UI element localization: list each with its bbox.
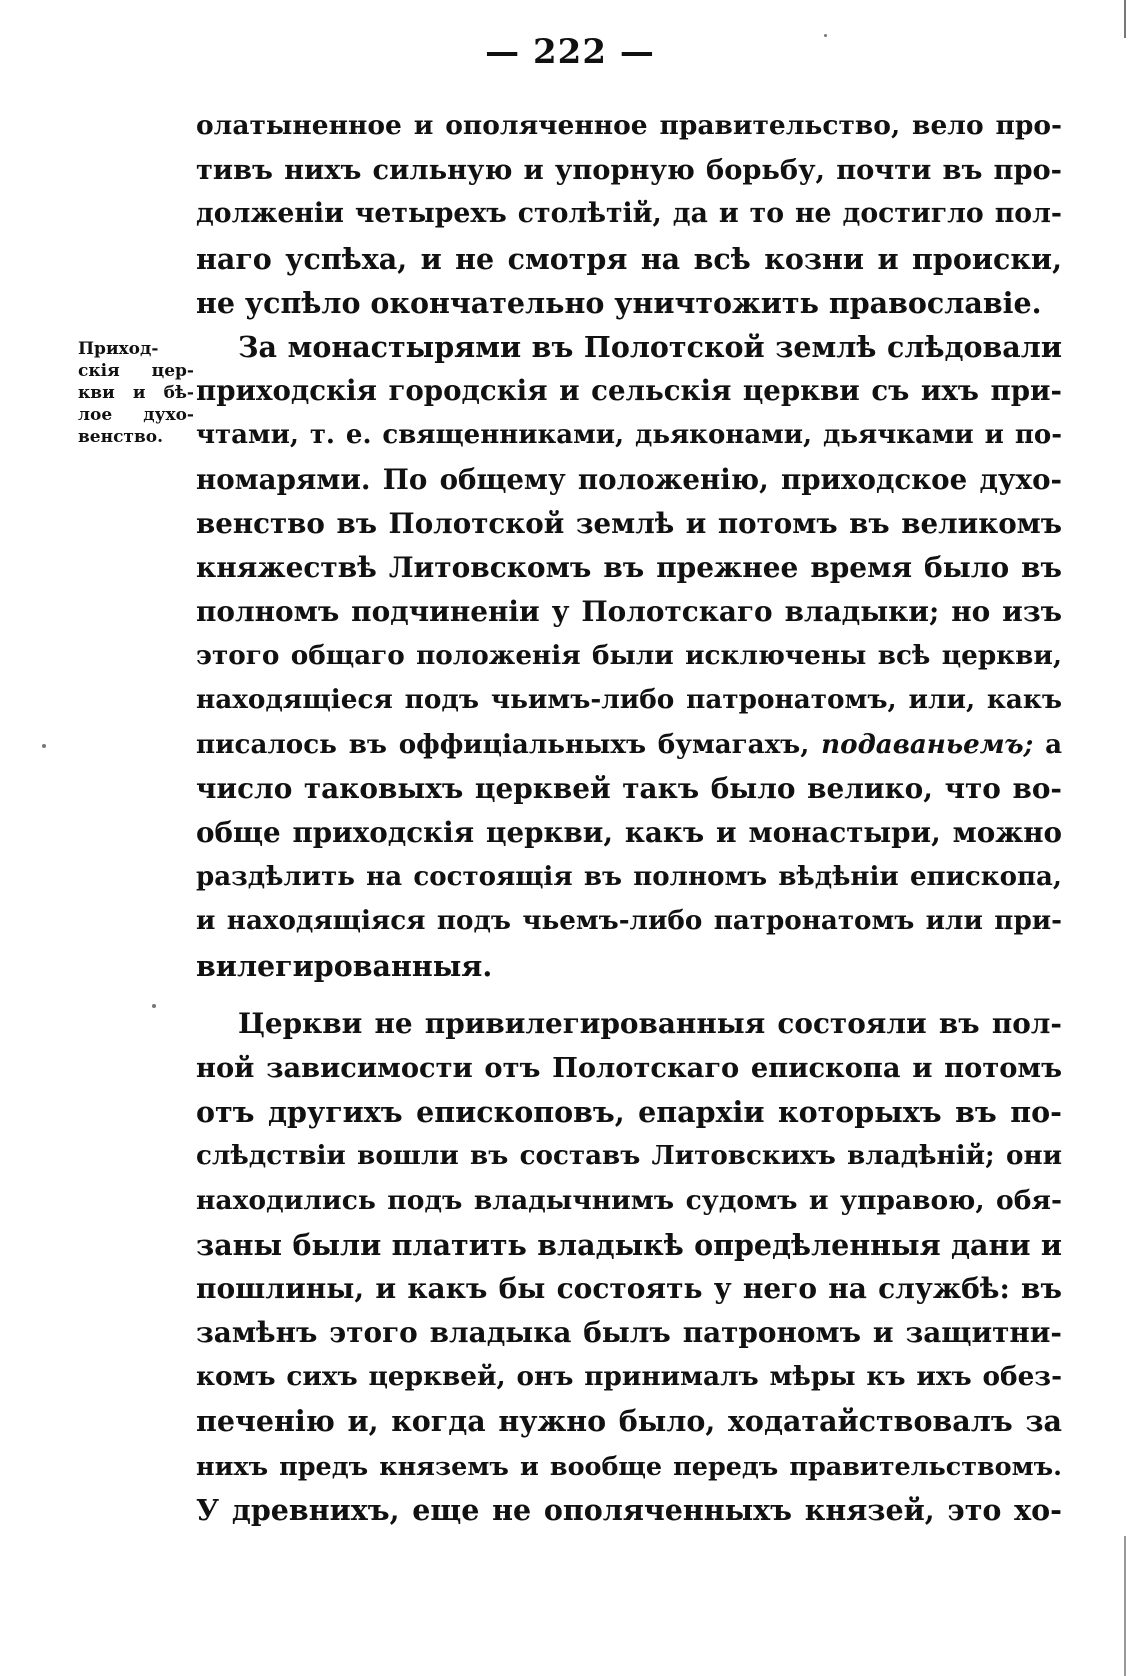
- print-speck: [152, 1004, 156, 1008]
- text-line: находились подъ владычнимъ судомъ и управою, обя-: [196, 1184, 1062, 1216]
- text-line: За монастырями въ Полотской землѣ слѣдовали: [238, 329, 1062, 364]
- text-line: ной зависимости отъ Полотскаго епископа и потомъ: [196, 1051, 1062, 1084]
- text-line: комъ сихъ церквей, онъ принималъ мѣры къ ихъ обез-: [196, 1361, 1062, 1393]
- text-line: номарями. По общему положенію, приходское духо-: [196, 462, 1062, 496]
- text-line: замѣнъ этого владыка былъ патрономъ и защитни-: [196, 1316, 1062, 1350]
- paragraph-gap: [196, 988, 1062, 1002]
- page-number: — 222 —: [485, 32, 655, 72]
- text-line: обще приходскія церкви, какъ и монастыри, можно: [196, 816, 1062, 849]
- body-text: [196, 104, 1062, 1532]
- text-line: полномъ подчиненіи у Полотскаго владыки; но изъ: [196, 595, 1062, 629]
- margin-note: [78, 338, 194, 448]
- margin-note-line: кви и бѣ-: [78, 383, 194, 403]
- text-line: не успѣло окончательно уничтожить православіе.: [196, 285, 1042, 320]
- text-line: У древнихъ, еще не ополяченныхъ князей, это хо-: [196, 1492, 1062, 1527]
- text-segment: а: [1045, 728, 1062, 760]
- text-line: чтами, т. е. священниками, дьяконами, дьячками и по-: [196, 420, 1062, 451]
- text-line: Церкви не привилегированныя состояли въ пол-: [238, 1006, 1062, 1040]
- print-speck: [42, 744, 46, 748]
- paragraph-3: [196, 1002, 1062, 1532]
- binding-edge-bottom: [1124, 1536, 1126, 1676]
- text-segment: писалось въ оффиціальныхъ бумагахъ,: [196, 728, 810, 760]
- margin-note-line: Приход-: [78, 339, 159, 359]
- text-line: тивъ нихъ сильную и упорную борьбу, почти въ про-: [196, 154, 1062, 187]
- text-line-with-emphasis: [196, 723, 1062, 767]
- text-line: слѣдствіи вошли въ составъ Литовскихъ владѣній; они: [196, 1140, 1062, 1172]
- text-line: наго успѣха, и не смотря на всѣ козни и происки,: [196, 241, 1062, 276]
- text-line: отъ другихъ епископовъ, епархіи которыхъ въ по-: [196, 1095, 1062, 1130]
- text-line: княжествѣ Литовскомъ въ прежнее время было въ: [196, 550, 1062, 584]
- text-line: этого общаго положенія были исключены всѣ церкви,: [196, 640, 1062, 672]
- paragraph-2: [196, 325, 1062, 988]
- text-line: вилегированныя.: [196, 948, 493, 983]
- text-line: находящіеся подъ чьимъ-либо патронатомъ, или, какъ: [196, 684, 1062, 716]
- paragraph-1: [196, 104, 1062, 325]
- text-line: число таковыхъ церквей такъ было велико, что во-: [196, 771, 1062, 805]
- text-line: олатыненное и ополяченное правительство, вело про-: [196, 110, 1062, 141]
- text-line: нихъ предъ княземъ и вообще передъ правительствомъ.: [196, 1450, 1062, 1481]
- text-line: и находящіяся подъ чьемъ-либо патронатомъ или при-: [196, 905, 1062, 937]
- text-line: приходскія городскія и сельскія церкви съ ихъ при-: [196, 374, 1062, 408]
- text-line: долженіи четырехъ столѣтій, да и то не достигло пол-: [196, 198, 1062, 230]
- margin-note-line: лое духо-: [78, 405, 194, 425]
- text-line: заны были платить владыкѣ опредѣленныя дани и: [196, 1227, 1062, 1262]
- text-line: раздѣлить на состоящія въ полномъ вѣдѣніи епископа,: [196, 862, 1062, 893]
- margin-note-line: скія цер-: [78, 361, 194, 381]
- text-line: печенію и, когда нужно было, ходатайствовалъ за: [196, 1404, 1062, 1439]
- margin-note-line: венство.: [78, 427, 164, 447]
- emphasized-term: подаваньемъ;: [821, 728, 1034, 760]
- text-line: венство въ Полотской землѣ и потомъ въ великомъ: [196, 506, 1062, 540]
- text-line: пошлины, и какъ бы состоять у него на службѣ: въ: [196, 1271, 1062, 1305]
